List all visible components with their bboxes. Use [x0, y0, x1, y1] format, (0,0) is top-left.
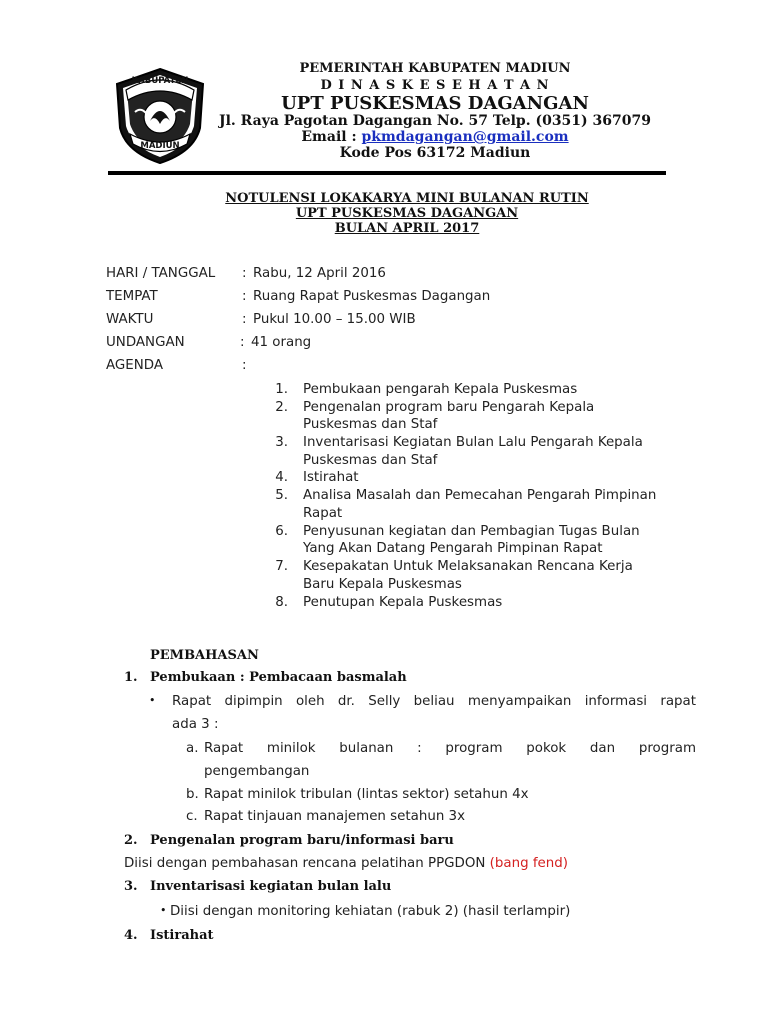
header-government: PEMERINTAH KABUPATEN MADIUN — [299, 61, 571, 76]
info-sep-time: : — [242, 312, 247, 327]
section-1-b-text: Rapat minilok tribulan (lintas sektor) setahun 4x — [204, 787, 529, 802]
agenda-item-text: Puskesmas dan Staf — [303, 453, 438, 468]
section-4-number: 4. — [124, 928, 138, 943]
section-3-title: Inventarisasi kegiatan bulan lalu — [150, 879, 392, 894]
agenda-item-text: Yang Akan Datang Pengarah Pimpinan Rapat — [303, 541, 603, 556]
section-1-bullet-line2: ada 3 : — [172, 717, 219, 732]
header-email-line — [218, 129, 652, 145]
section-4-title: Istirahat — [150, 928, 214, 943]
agenda-num: 5. — [275, 488, 288, 503]
section-3-text: Diisi dengan monitoring kehiatan (rabuk 2) (hasil terlampir) — [170, 904, 571, 919]
section-1-a-line2: pengembangan — [204, 764, 310, 779]
agenda-item-text: Penyusunan kegiatan dan Pembagian Tugas Bulan — [303, 524, 640, 539]
doc-title-line3: BULAN APRIL 2017 — [334, 221, 480, 236]
header-address: Jl. Raya Pagotan Dagangan No. 57 Telp. (0351) 367079 — [218, 113, 651, 129]
agenda-item-text: Pengenalan program baru Pengarah Kepala — [303, 400, 595, 415]
section-1-bullet-line1: Rapat dipimpin oleh dr. Selly beliau menyampaikan informasi rapat — [172, 694, 696, 709]
info-sep-agenda: : — [242, 358, 247, 373]
agenda-item-text: Analisa Masalah dan Pemecahan Pengarah Pimpinan — [303, 488, 657, 503]
info-label-invitees: UNDANGAN — [106, 335, 185, 350]
doc-title-line2: UPT PUSKESMAS DAGANGAN — [295, 206, 519, 221]
agenda-item-text: Kesepakatan Untuk Melaksanakan Rencana Kerja — [303, 559, 633, 574]
section-2-text-main: Diisi dengan pembahasan rencana pelatihan PPGDON — [124, 856, 490, 871]
header-email-link[interactable]: pkmdagangan@gmail.com — [361, 129, 569, 145]
logo-text-bottom: MADIUN — [140, 141, 180, 151]
section-1-c-text: Rapat tinjauan manajemen setahun 3x — [204, 809, 466, 824]
info-label-time: WAKTU — [106, 312, 154, 327]
section-2-title: Pengenalan program baru/informasi baru — [150, 833, 454, 848]
section-2-text-note: (bang fend) — [489, 856, 569, 871]
section-1-a-label: a. — [186, 741, 199, 756]
section-3-number: 3. — [124, 879, 138, 894]
info-label-place: TEMPAT — [106, 289, 158, 304]
agenda-num: 2. — [275, 400, 288, 415]
bullet-icon: • — [160, 904, 167, 917]
section-2-text — [124, 856, 568, 871]
agenda-num: 6. — [275, 524, 288, 539]
bullet-icon: • — [149, 694, 156, 707]
header-department: D I N A S K E S E H A T A N — [320, 78, 550, 93]
info-sep-invitees: : — [240, 335, 245, 350]
header-email-label: Email : — [301, 129, 362, 145]
agenda-num: 4. — [275, 470, 288, 485]
logo-text-top: KABUPATEN — [131, 76, 189, 86]
header-unit: UPT PUSKESMAS DAGANGAN — [281, 93, 589, 114]
info-value-time: Pukul 10.00 – 15.00 WIB — [253, 312, 416, 327]
agenda-item-text: Rapat — [303, 506, 343, 521]
info-value-date: Rabu, 12 April 2016 — [253, 266, 386, 281]
section-2-number: 2. — [124, 833, 138, 848]
info-value-place: Ruang Rapat Puskesmas Dagangan — [253, 289, 491, 304]
agenda-item-text: Puskesmas dan Staf — [303, 417, 438, 432]
agenda-num: 8. — [275, 595, 288, 610]
info-sep-place: : — [242, 289, 247, 304]
agenda-num: 3. — [275, 435, 288, 450]
pembahasan-heading: PEMBAHASAN — [150, 648, 259, 663]
agenda-item-text: Penutupan Kepala Puskesmas — [303, 595, 503, 610]
info-label-agenda: AGENDA — [106, 358, 164, 373]
section-1-b-label: b. — [186, 787, 199, 802]
agenda-item-text: Inventarisasi Kegiatan Bulan Lalu Pengarah Kepala — [303, 435, 643, 450]
agenda-item-text: Pembukaan pengarah Kepala Puskesmas — [303, 382, 578, 397]
info-value-invitees: 41 orang — [251, 335, 312, 350]
info-sep-date: : — [242, 266, 247, 281]
section-1-title: Pembukaan : Pembacaan basmalah — [150, 670, 407, 685]
agenda-num: 1. — [275, 382, 288, 397]
section-1-c-label: c. — [186, 809, 198, 824]
section-1-number: 1. — [124, 670, 138, 685]
agenda-item-text: Istirahat — [303, 470, 359, 485]
letterhead-rule — [108, 171, 666, 175]
agenda-num: 7. — [275, 559, 288, 574]
logo-emblem — [110, 66, 210, 166]
doc-title-line1: NOTULENSI LOKAKARYA MINI BULANAN RUTIN — [225, 191, 589, 206]
header-postal: Kode Pos 63172 Madiun — [339, 145, 531, 161]
agenda-item-text: Baru Kepala Puskesmas — [303, 577, 462, 592]
section-1-a-line1: Rapat minilok bulanan : program pokok dan program — [204, 741, 696, 756]
info-label-date: HARI / TANGGAL — [106, 266, 216, 281]
